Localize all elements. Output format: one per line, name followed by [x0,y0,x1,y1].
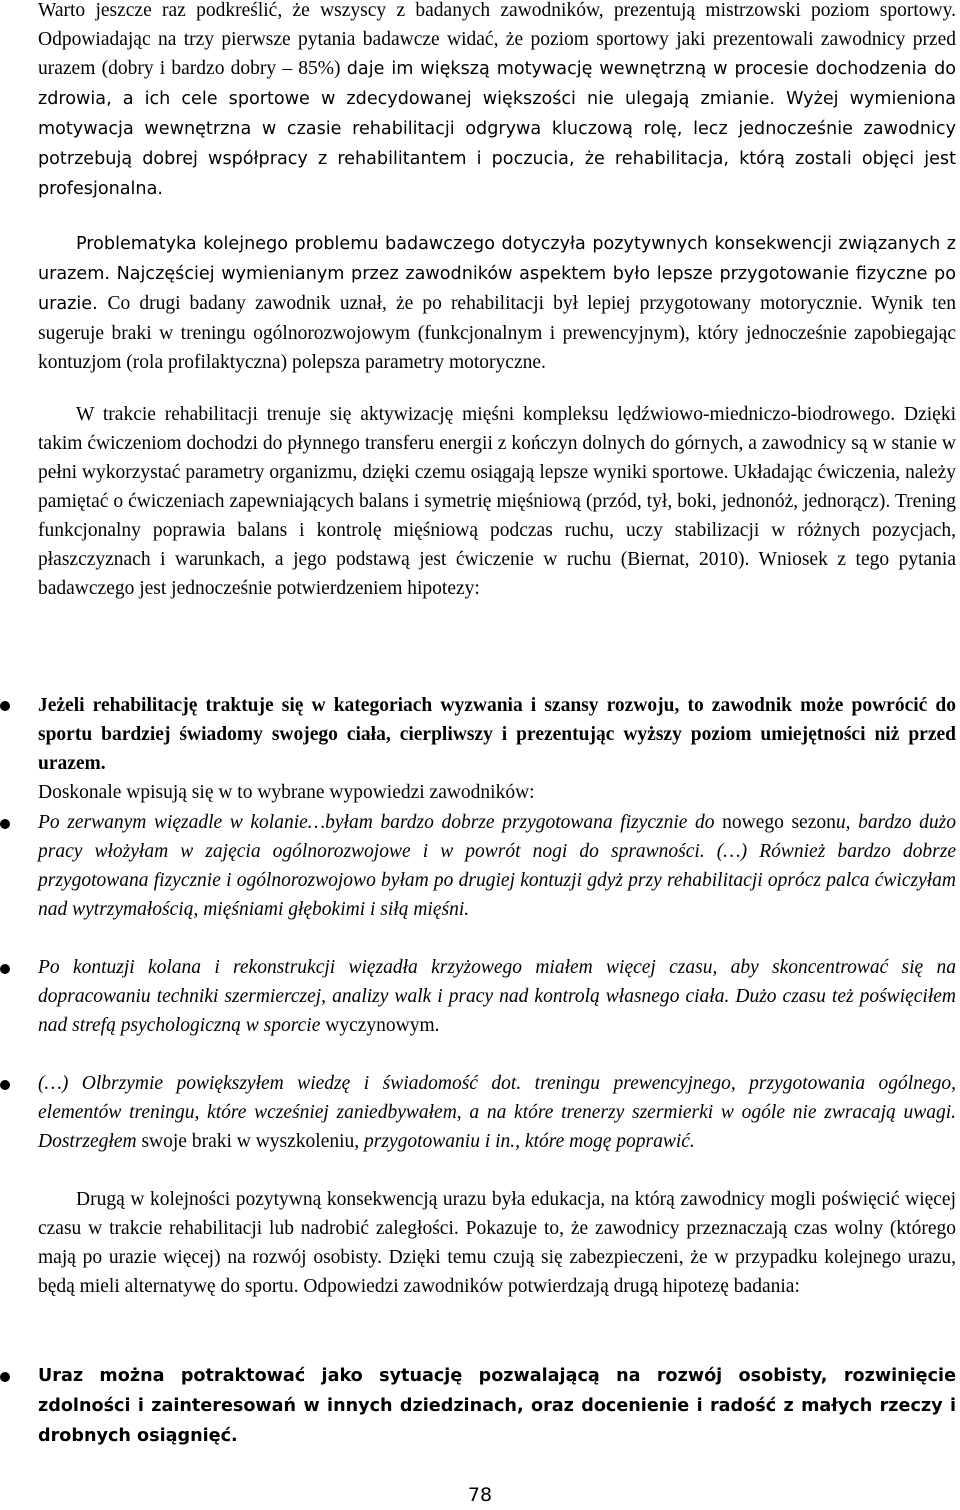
bullet-quote-3 [0,1080,10,1090]
text-segment: Po zerwanym więzadle w kolanie…byłam bardzo dobrze przygotowana fizycznie do [38,812,723,833]
paragraph-p2 [38,229,956,377]
text-segment: Jeżeli rehabilitację traktuje się w kategoriach wyzwania i szansy rozwoju, to zawodnik może powrócić do sportu bardziej świadomy swojego ciała, cierpliwszy i prezentując wyższy poziom umiejętności niż przed urazem. [38,695,956,774]
quote-1 [38,808,956,924]
page-number: 78 [467,1484,493,1506]
text-segment: u, bardzo dużo pracy włożyłam w zajęcia ogólnorozwojowe i w powrót nogi do sprawności. (…) Również bardzo dobrze przygotowana fizycznie i ogólnorozwojowo byłam po drugiej kontuzji gdyż przy rehabilitacji oprócz palca ćwiczyłam nad wytrzymałością, mięśniami głębokimi i siłą mięśni. [38,812,957,920]
text-segment: przygotowaniu i in., które mogę poprawić. [364,1131,695,1152]
paragraph-p3 [38,400,956,603]
text-segment: Problematyka kolejnego problemu badawczego dotyczyła pozytywnych konsekwencji związanych z urazem. Najczęściej wymienianym przez zawodników aspektem było lepsze przygotowanie fizyczne po urazie. [38,234,956,314]
text-segment: Po kontuzji kolana i rekonstrukcji więzadła krzyżowego miałem więcej czasu, aby skoncentrować się na dopracowaniu techniki szermierczej, analizy walk i pracy nad kontrolą własnego ciała. Dużo czasu też poświęciłem nad strefą psychologiczną w sporcie [38,957,956,1036]
text-segment: Co drugi badany zawodnik uznał, że po rehabilitacji był lepiej przygotowany motorycznie. Wynik ten sugeruje braki w treningu ogólnorozwojowym (funkcjonalnym i prewencyjnym), który jednocześnie zapobiegając kontuzjom (rola profilaktyczna) polepsza parametry motoryczne. [38,293,956,373]
text-segment: Drugą w kolejności pozytywną konsekwencją urazu była edukacja, na którą zawodnicy mogli poświęcić więcej czasu w trakcie rehabilitacji lub nadrobić zaległości. Pokazuje to, że zawodnicy przeznaczają czas wolny (którego mają po urazie więcej) na rozwój osobisty. Dzięki temu czują się zabezpieczeni, że w przypadku kolejnego urazu, będą mieli alternatywę do sportu. Odpowiedzi zawodników potwierdzają drugą hipotezę badania: [38,1189,956,1297]
text-segment: Warto jeszcze raz podkreślić, że wszyscy z badanych zawodników, prezentują mistrzowski poziom sportowy. Odpowiadając na trzy pierwsze pytania badawcze widać, że poziom sportowy jaki prezentowali zawodnicy przed urazem (dobry i bardzo dobry – 85%) [38,0,956,79]
bullet-quote-2 [0,964,10,974]
hypothesis-1 [38,691,956,778]
paragraph-quotes-intro [38,778,956,807]
paragraph-p5 [38,1185,956,1301]
quote-3 [38,1069,956,1156]
text-segment: nowego sezon [722,812,836,833]
quote-2 [38,953,956,1040]
text-segment: (…) Olbrzymie powiększyłem wiedzę i świadomość dot. treningu prewencyjnego, przygotowania ogólnego, elementów treningu, które wcześniej zaniedbywałem, a na które trenerzy szermierki w ogóle nie zwracają uwagi. Dostrzegłem [38,1073,956,1152]
text-segment: daje im większą motywację wewnętrzną w procesie dochodzenia do zdrowia, a ich cele sportowe w zdecydowanej większości nie ulegają zmianie. Wyżej wymieniona motywacja wewnętrzna w czasie rehabilitacji odgrywa kluczową rolę, lecz jednocześnie zawodnicy potrzebują dobrej współpracy z rehabilitantem i poczucia, że rehabilitacja, którą zostali objęci jest profesjonalna. [38,59,956,199]
text-segment: swoje braki w wyszkoleniu, [141,1131,365,1152]
text-segment: Doskonale wpisują się w to wybrane wypowiedzi zawodników: [38,782,535,803]
bullet-quote-1 [0,819,10,829]
text-segment: Uraz można potraktować jako sytuację pozwalającą na rozwój osobisty, rozwinięcie zdolności i zainteresowań w innych dziedzinach, oraz docenienie i radość z małych rzeczy i drobnych osiągnięć. [38,1366,956,1446]
bullet-hypothesis-1 [0,701,10,711]
hypothesis-2 [38,1361,956,1451]
bullet-hypothesis-2 [0,1372,10,1382]
text-segment: W trakcie rehabilitacji trenuje się aktywizację mięśni kompleksu lędźwiowo-miedniczo-biodrowego. Dzięki takim ćwiczeniom dochodzi do płynnego transferu energii z kończyn dolnych do górnych, a zawodnicy są w stanie w pełni wykorzystać parametry organizmu, dzięki czemu osiągają lepsze wyniki sportowe. Układając ćwiczenia, należy pamiętać o ćwiczeniach zapewniających balans i symetrię mięśniową (przód, tył, boki, jednonóż, jednorącz). Trening funkcjonalny poprawia balans i kontrolę mięśniową podczas ruchu, uczy stabilizacji w różnych pozycjach, płaszczyznach i warunkach, a jego podstawą jest ćwiczenie w ruchu (Biernat, 2010). Wniosek z tego pytania badawczego jest jednocześnie potwierdzeniem hipotezy: [38,404,956,599]
paragraph-p1 [38,0,956,204]
text-segment: wyczynowym. [325,1015,440,1036]
